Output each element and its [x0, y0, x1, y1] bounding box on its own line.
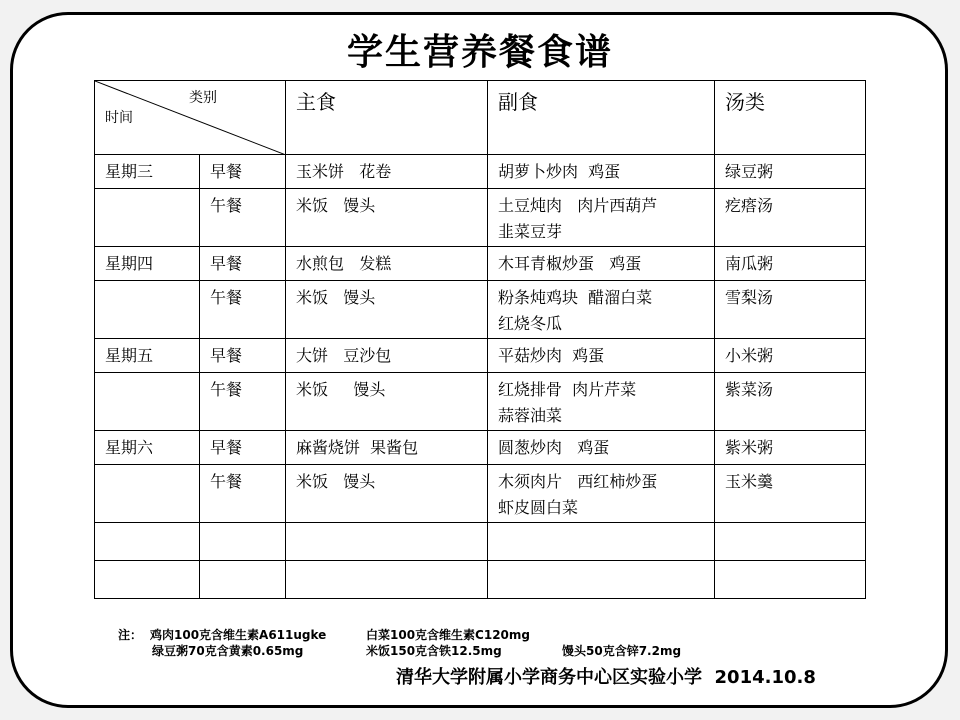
meal-cell: 午餐 [200, 189, 286, 247]
menu-table [94, 80, 866, 599]
meal-cell: 早餐 [200, 155, 286, 189]
meal-cell: 早餐 [200, 431, 286, 465]
table-row [95, 281, 866, 339]
meal-cell: 午餐 [200, 465, 286, 523]
day-cell [95, 189, 200, 247]
meal-cell: 午餐 [200, 281, 286, 339]
note-item: 馒头50克含锌7.2mg [562, 644, 682, 658]
soup-cell [715, 523, 866, 561]
header-side: 副食 [488, 81, 715, 155]
staple-cell: 水煎包 发糕 [286, 247, 488, 281]
side-dish-cell: 圆葱炒肉 鸡蛋 [488, 431, 715, 465]
staple-cell: 米饭 馒头 [286, 281, 488, 339]
soup-cell: 玉米羹 [715, 465, 866, 523]
staple-cell [286, 523, 488, 561]
day-cell: 星期四 [95, 247, 200, 281]
side-dish-cell: 红烧排骨 肉片芹菜 蒜蓉油菜 [488, 373, 715, 431]
side-dish-cell: 粉条炖鸡块 醋溜白菜 红烧冬瓜 [488, 281, 715, 339]
note-prefix: 注： [118, 628, 143, 642]
time-label: 时间 [105, 110, 133, 126]
category-label: 类别 [189, 90, 217, 106]
side-dish-cell: 胡萝卜炒肉 鸡蛋 [488, 155, 715, 189]
meal-cell: 早餐 [200, 247, 286, 281]
soup-cell: 疙瘩汤 [715, 189, 866, 247]
soup-cell: 小米粥 [715, 339, 866, 373]
staple-cell [286, 561, 488, 599]
footer-school-date: 清华大学附属小学商务中心区实验小学 2014.10.8 [396, 667, 816, 688]
meal-cell [200, 523, 286, 561]
meal-cell [200, 561, 286, 599]
note-item: 绿豆粥70克含黄素0.65mg [152, 644, 304, 658]
day-cell [95, 561, 200, 599]
page-title: 学生营养餐食谱 [346, 32, 613, 73]
staple-cell: 大饼 豆沙包 [286, 339, 488, 373]
soup-cell: 紫米粥 [715, 431, 866, 465]
staple-cell: 玉米饼 花卷 [286, 155, 488, 189]
header-row [95, 81, 866, 155]
table-row [95, 189, 866, 247]
soup-cell: 绿豆粥 [715, 155, 866, 189]
soup-cell [715, 561, 866, 599]
side-dish-cell: 土豆炖肉 肉片西葫芦 韭菜豆芽 [488, 189, 715, 247]
staple-cell: 米饭 馒头 [286, 465, 488, 523]
day-cell [95, 523, 200, 561]
side-dish-cell: 木须肉片 西红柿炒蛋 虾皮圆白菜 [488, 465, 715, 523]
table-row [95, 373, 866, 431]
table-row [95, 523, 866, 561]
table-row [95, 339, 866, 373]
table-row [95, 247, 866, 281]
day-cell: 星期三 [95, 155, 200, 189]
soup-cell: 南瓜粥 [715, 247, 866, 281]
day-cell: 星期五 [95, 339, 200, 373]
staple-cell: 米饭 馒头 [286, 373, 488, 431]
side-dish-cell: 平菇炒肉 鸡蛋 [488, 339, 715, 373]
day-cell [95, 373, 200, 431]
day-cell [95, 281, 200, 339]
note-item: 鸡肉100克含维生素A611ugke [150, 628, 327, 642]
staple-cell: 麻酱烧饼 果酱包 [286, 431, 488, 465]
staple-cell: 米饭 馒头 [286, 189, 488, 247]
side-dish-cell [488, 561, 715, 599]
soup-cell: 紫菜汤 [715, 373, 866, 431]
soup-cell: 雪梨汤 [715, 281, 866, 339]
note-item: 白菜100克含维生素C120mg [366, 628, 530, 642]
diagonal-header-cell [95, 81, 286, 155]
table-row [95, 561, 866, 599]
header-soup: 汤类 [715, 81, 866, 155]
header-staple: 主食 [286, 81, 488, 155]
table-row [95, 431, 866, 465]
table-row [95, 465, 866, 523]
meal-cell: 早餐 [200, 339, 286, 373]
side-dish-cell: 木耳青椒炒蛋 鸡蛋 [488, 247, 715, 281]
day-cell [95, 465, 200, 523]
day-cell: 星期六 [95, 431, 200, 465]
side-dish-cell [488, 523, 715, 561]
table-row [95, 155, 866, 189]
note-item: 米饭150克含铁12.5mg [366, 644, 502, 658]
meal-cell: 午餐 [200, 373, 286, 431]
